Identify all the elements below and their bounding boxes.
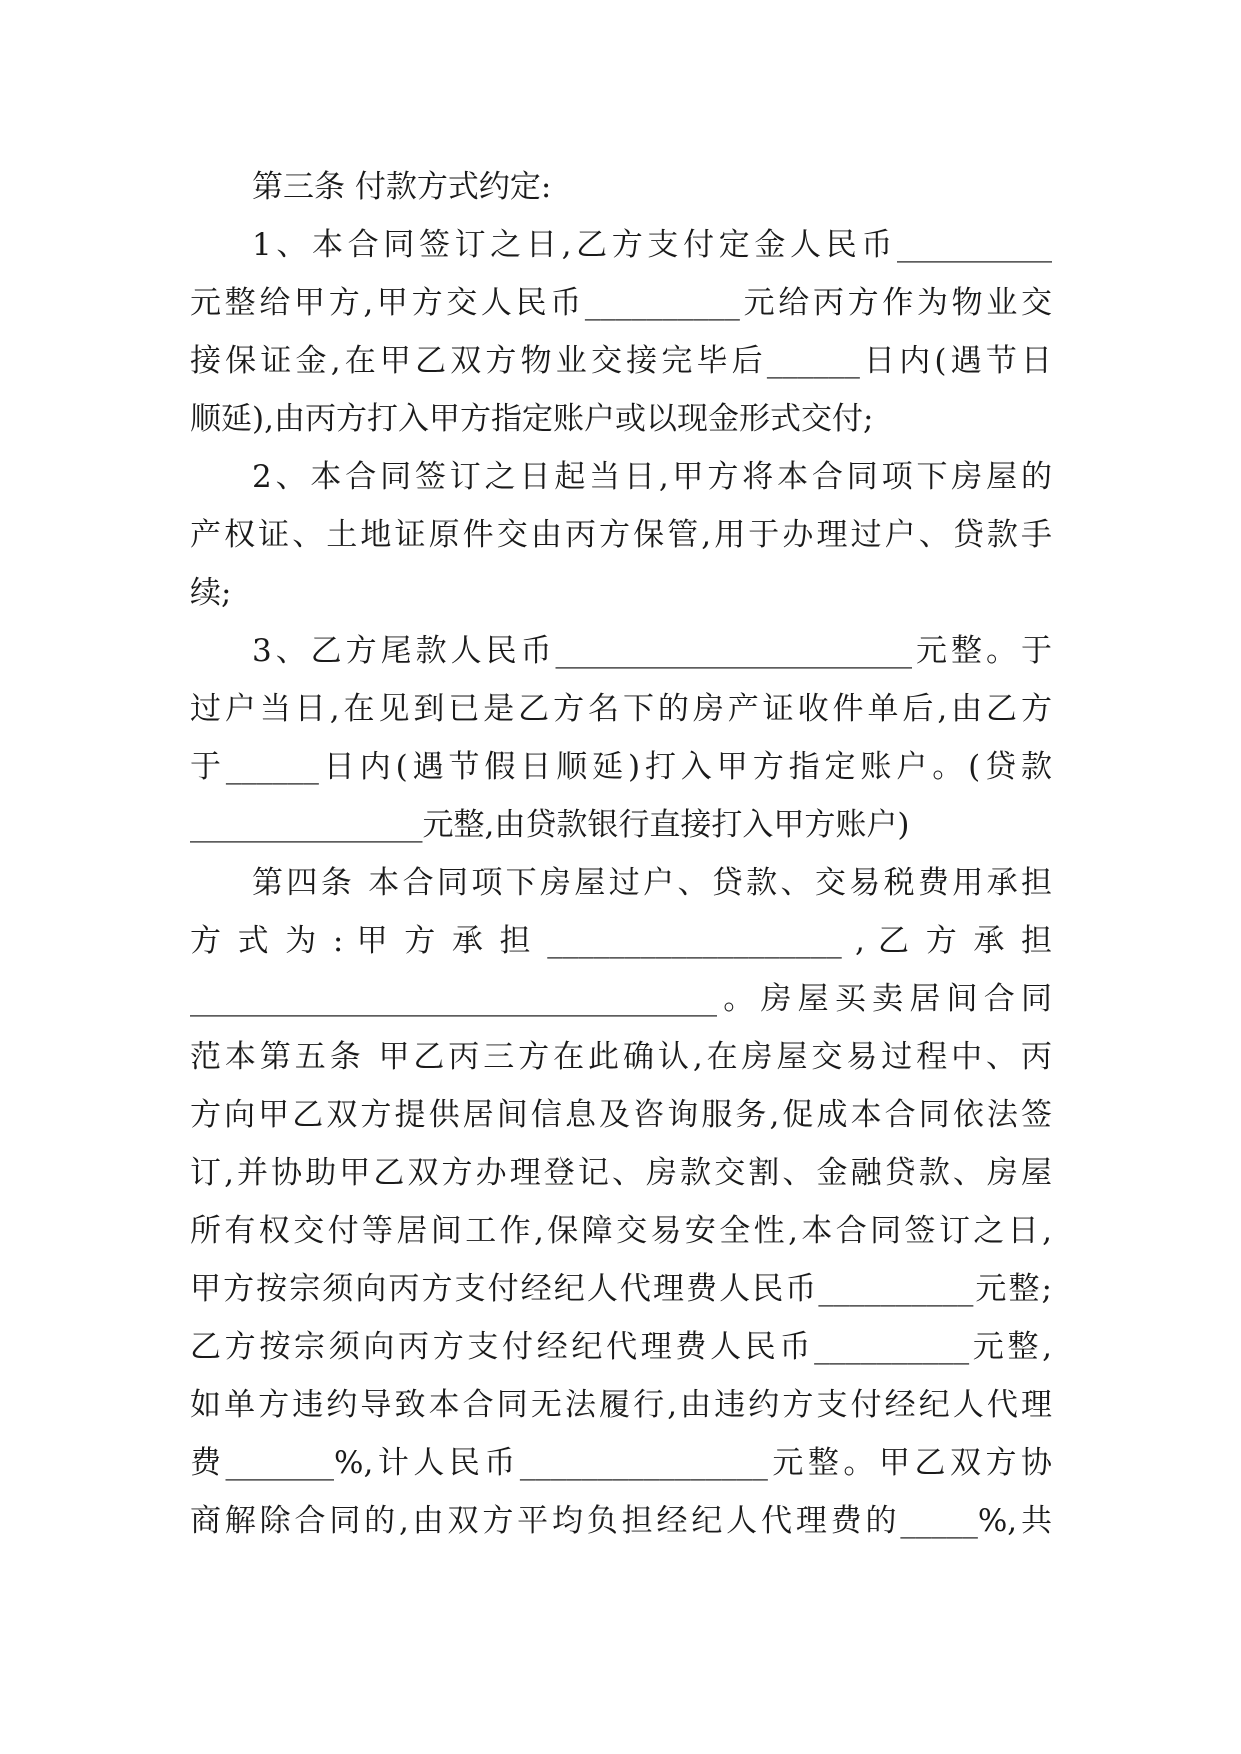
paragraph-line: 接保证金,在甲乙双方物业交接完毕后______日内(遇节日 — [190, 343, 1052, 379]
paragraph-line: 3、乙方尾款人民币_______________________元整。于 — [252, 633, 1052, 669]
paragraph-line: 商解除合同的,由双方平均负担经纪人代理费的_____%,共 — [190, 1503, 1052, 1539]
paragraph-line: 元整给甲方,甲方交人民币__________元给丙方作为物业交 — [190, 285, 1052, 321]
paragraph-line: 所有权交付等居间工作,保障交易安全性,本合同签订之日, — [190, 1213, 1052, 1249]
paragraph-line: 范本第五条 甲乙丙三方在此确认,在房屋交易过程中、丙 — [190, 1039, 1052, 1075]
paragraph-line: 产权证、土地证原件交由丙方保管,用于办理过户、贷款手 — [190, 517, 1052, 553]
paragraph-line: 甲方按宗须向丙方支付经纪人代理费人民币__________元整; — [190, 1271, 1052, 1307]
paragraph-line: 过户当日,在见到已是乙方名下的房产证收件单后,由乙方 — [190, 691, 1052, 727]
paragraph-line: __________________________________。房屋买卖居间合同 — [190, 981, 1052, 1017]
paragraph-line: 顺延),由丙方打入甲方指定账户或以现金形式交付; — [190, 401, 874, 437]
paragraph-line: 续; — [190, 575, 232, 611]
paragraph-line: 订,并协助甲乙双方办理登记、房款交割、金融贷款、房屋 — [190, 1155, 1052, 1191]
paragraph-line: 费_______%,计人民币________________元整。甲乙双方协 — [190, 1445, 1052, 1481]
paragraph-line: 1、本合同签订之日,乙方支付定金人民币__________ — [252, 227, 1052, 263]
document-page — [190, 158, 1052, 1658]
article-3-heading: 第三条 付款方式约定: — [252, 169, 552, 205]
paragraph-line: 方 式 为 : 甲 方 承 担 ___________________ , 乙 方 承 担 — [190, 923, 1052, 959]
paragraph-line: 如单方违约导致本合同无法履行,由违约方支付经纪人代理 — [190, 1387, 1052, 1423]
paragraph-line: 乙方按宗须向丙方支付经纪代理费人民币__________元整, — [190, 1329, 1052, 1365]
paragraph-line: 方向甲乙双方提供居间信息及咨询服务,促成本合同依法签 — [190, 1097, 1052, 1133]
paragraph-line: 2、本合同签订之日起当日,甲方将本合同项下房屋的 — [252, 459, 1052, 495]
paragraph-line: 于______日内(遇节假日顺延)打入甲方指定账户。(贷款 — [190, 749, 1052, 785]
article-4-line: 第四条 本合同项下房屋过户、贷款、交易税费用承担 — [252, 865, 1052, 901]
paragraph-line: _______________元整,由贷款银行直接打入甲方账户) — [190, 807, 910, 843]
